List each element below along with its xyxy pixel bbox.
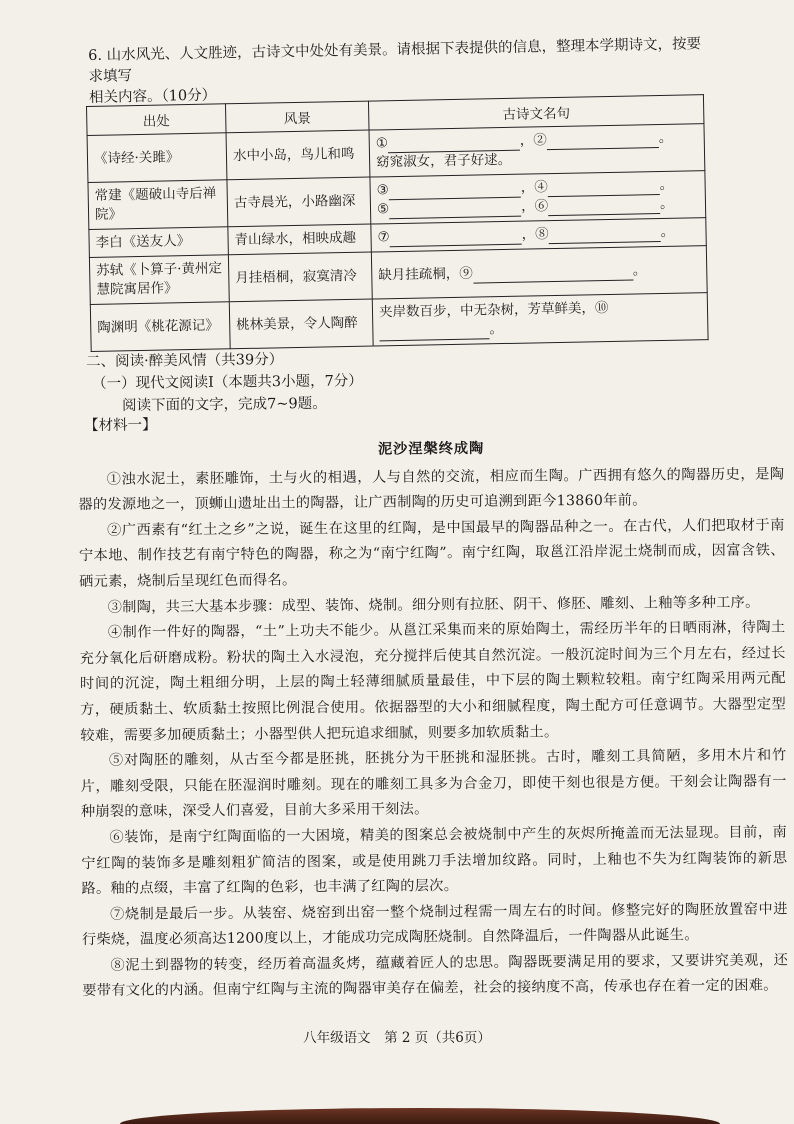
article-title: 泥沙涅槃终成陶 [377,440,485,458]
blank-label-4: ，④ [520,179,548,196]
article-paragraph: ⑧泥土到器物的转变，经历着高温炙烤，蕴藏着匠人的忠思。陶器既要满足用的要求，又要讲究美观，还要带有文化的内涵。但南宁红陶与主流的陶器审美存在偏差，社会的接纳度不高，传承也存在着一定的困难。 [82,952,789,1000]
blank-label-10: ⑩ [594,300,609,317]
period: 。 [660,223,675,240]
blank-10[interactable] [379,324,489,341]
cell-quote [371,246,707,299]
quote-prefix: 缺月挂疏桐， [378,265,460,283]
cell-scene: 桃林美景，令人陶醉 [229,299,373,349]
article-paragraph: ②广西素有“红土之乡”之说，诞生在这里的红陶，是中国最早的陶器品种之一。在古代，人们把取材于南宁本地、制作技艺有南宁特色的陶器，称之为“南宁红陶”。南宁红陶，取邕江沿岸泥土烧制而成，因富含铁、硒元素，烧制后呈现红色而得名。 [78,517,785,590]
blank-6[interactable] [548,199,660,216]
blank-5[interactable] [389,202,521,220]
section-2-title: 二、阅读·醉美风情（共39分） [86,351,284,370]
cell-scene: 月挂梧桐，寂寞清冷 [228,252,372,302]
blank-label-7: ⑦ [377,229,390,246]
period: 。 [658,129,673,147]
desk-edge [120,1108,720,1124]
cell-source: 苏轼《卜算子·黄州定慧院寓居作》 [89,255,229,305]
blank-label-8: ，⑧ [521,226,549,243]
cell-source: 陶渊明《桃花源记》 [90,302,230,352]
question-6-prompt-line1: 6. 山水风光、人文胜迹，古诗文中处处有美景。请根据下表提供的信息，整理本学期诗文，按要求填写 [88,36,702,85]
cell-quote [372,293,708,346]
blank-4[interactable] [548,180,660,197]
blank-label-1: ① [375,135,389,152]
question-6-prompt-line2: 相关内容。（10分） [88,87,217,106]
blank-9[interactable] [473,265,633,283]
header-source: 出处 [87,104,227,136]
article-paragraph: ⑤对陶胚的雕刻，从古至今都是胚挑，胚挑分为干胚挑和湿胚挑。古时，雕刻工具简陋，多用木片和竹片，雕刻受限，只能在胚湿润时雕刻。现在的雕刻工具多为合金刀，即使干刻也很是方便。干刻会让陶器有一种崩裂的意味，深受人们喜爱，目前大多采用干刻法。 [80,747,787,821]
blank-2[interactable] [547,133,659,150]
quote-prefix: 夹岸数百步，中无杂树，芳草鲜美， [378,300,596,321]
period: 。 [489,321,504,338]
header-scene: 风景 [225,101,369,133]
blank-3[interactable] [389,183,521,201]
blank-label-3: ③ [376,182,389,199]
cell-scene: 青山绿水，相映成趣 [228,224,372,255]
article-paragraph: ⑥装饰，是南宁红陶面临的一大困境，精美的图案总会被烧制中产生的灰烬所掩盖而无法显现。目前，南宁红陶的装饰多是雕刻粗犷简洁的图案，或是使用跳刀手法增加纹路。同时，上釉也不失为红陶装饰的新思路。釉的点缀，丰富了红陶的色彩，也丰满了红陶的层次。 [81,824,788,898]
section-2-subtitle: （一）现代文阅读Ⅰ（本题共3小题，7分） [92,373,363,392]
cell-scene: 古寺晨光，小路幽深 [227,177,371,227]
poetry-table [86,94,709,352]
blank-label-5: ⑤ [376,201,390,218]
reading-article [78,434,788,1005]
cell-source: 《诗经·关雎》 [87,133,227,183]
cell-source: 李白《送友人》 [89,227,229,258]
cell-quote [370,171,706,224]
cell-quote [369,124,705,177]
given-line: 窈窕淑女，君子好逑。 [375,151,512,171]
blank-7[interactable] [390,230,522,248]
period: 。 [659,195,674,212]
blank-label-6: ，⑥ [520,198,549,215]
period: 。 [659,176,674,193]
article-paragraph: ③制陶，共三大基本步骤：成型、装饰、烧制。细分则有拉胚、阴干、修胚、雕刻、上釉等多种工序。 [107,594,760,616]
article-paragraph: ④制作一件好的陶器，“土”上功夫不能少。从邕江采集而来的原始陶土，需经历半年的日晒雨淋，待陶土充分氧化后研磨成粉。粉状的陶土入水浸泡，充分搅拌后使其自然沉淀。一般沉淀时间为三个月左右，经过长时间的沉淀，陶土粗细分明，上层的陶土轻薄细腻质量最佳，中下层的陶土颗粒较粗。南宁红陶采用两元配方，硬质黏土、软质黏土按照比例混合使用。依据器型的大小和细腻程度，陶土配方可任意调节。大器型定型较难，需要多加硬质黏土；小器型供人把玩追求细腻，则要多加软质黏土。 [79,619,787,744]
cell-scene: 水中小岛，鸟儿和鸣 [226,130,370,180]
material-label: 【材料一】 [84,417,157,434]
header-quote: 古诗文名句 [368,95,703,130]
section-2-instruction: 阅读下面的文字，完成7~9题。 [122,395,327,414]
blank-label-2: ，② [519,132,548,149]
blank-8[interactable] [549,227,661,244]
blank-label-9: ⑨ [459,265,473,282]
period: 。 [632,261,647,279]
blank-1[interactable] [388,136,520,154]
cell-source: 常建《题破山寺后禅院》 [88,180,228,230]
page-footer: 八年级语文 第 2 页（共6页） [303,1030,491,1046]
article-paragraph: ⑦烧制是最后一步。从装窑、烧窑到出窑一整个烧制过程需一周左右的时间。修整完好的陶胚放置窑中进行柴烧，温度必须高达1200度以上，才能成功完成陶胚烧制。自然降温后，一件陶器从此诞生。 [81,901,788,949]
article-paragraph: ①浊水泥土，素胚雕饰，土与火的相遇，人与自然的交流，相应而生陶。广西拥有悠久的陶器历史，是陶器的发源地之一，顶蛳山遗址出土的陶器，让广西制陶的历史可追溯到距今13860年前。 [78,466,785,514]
